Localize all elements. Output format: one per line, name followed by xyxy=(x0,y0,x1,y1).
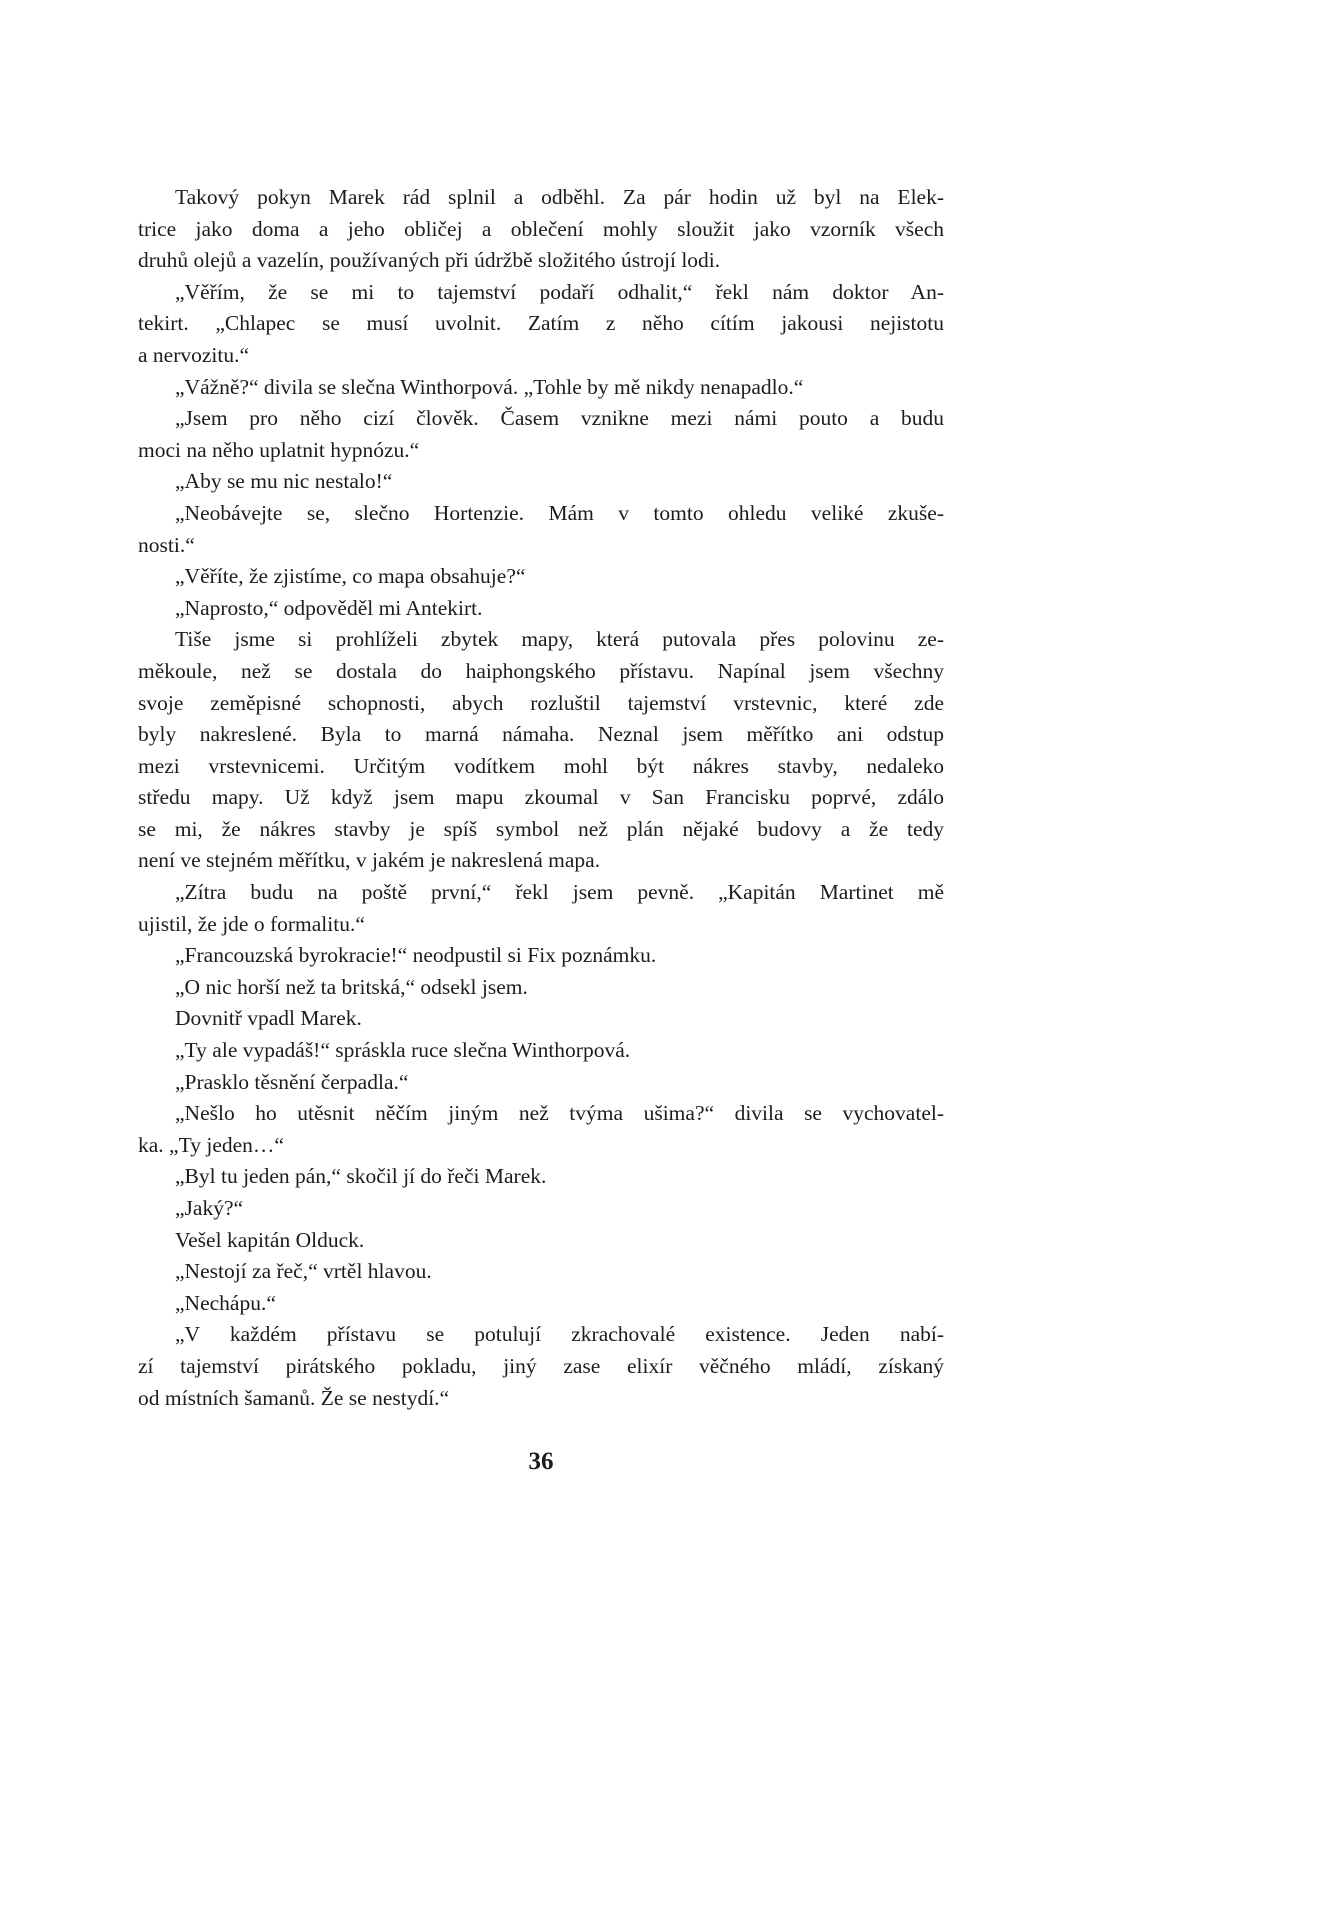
text-line: „Nestojí za řeč,“ vrtěl hlavou. xyxy=(175,1259,432,1284)
text-line: „Naprosto,“ odpověděl mi Antekirt. xyxy=(175,595,483,620)
text-line: „Jaký?“ xyxy=(175,1196,244,1220)
paragraph xyxy=(138,624,944,877)
text-line: „Vážně?“ divila se slečna Winthorpová. „Tohle by mě nikdy nenapadlo.“ xyxy=(175,374,804,399)
text-line: „O nic horší než ta britská,“ odsekl jsem. xyxy=(175,974,528,999)
paragraph xyxy=(138,498,944,561)
paragraph xyxy=(138,1098,944,1161)
paragraph xyxy=(138,972,944,1004)
text-line: zí tajemství pirátského pokladu, jiný zase elixír věčného mládí, získaný xyxy=(138,1353,944,1378)
text-line: a nervozitu.“ xyxy=(138,342,250,367)
paragraph xyxy=(138,1003,944,1035)
text-line: „Nechápu.“ xyxy=(175,1290,276,1315)
page-number: 36 xyxy=(528,1448,554,1475)
text-line: od místních šamanů. Že se nestydí.“ xyxy=(138,1385,450,1410)
text-line: „Věřím, že se mi to tajemství podaří odhalit,“ řekl nám doktor An- xyxy=(175,279,944,304)
text-line: „Zítra budu na poště první,“ řekl jsem pevně. „Kapitán Martinet mě xyxy=(175,880,944,905)
text-line: „Ty ale vypadáš!“ spráskla ruce slečna Winthorpová. xyxy=(175,1038,631,1063)
text-line: „Neobávejte se, slečno Hortenzie. Mám v tomto ohledu veliké zkuše- xyxy=(175,500,944,525)
text-block xyxy=(138,182,944,1414)
paragraph xyxy=(138,466,944,498)
text-line: nosti.“ xyxy=(138,532,195,557)
text-line: trice jako doma a jeho obličej a oblečení mohly sloužit jako vzorník všech xyxy=(138,216,944,241)
text-line: není ve stejném měřítku, v jakém je nakreslená mapa. xyxy=(138,848,601,873)
paragraph xyxy=(138,561,944,593)
paragraph xyxy=(138,372,944,404)
paragraph xyxy=(138,940,944,972)
text-line: druhů olejů a vazelín, používaných při údržbě složitého ústrojí lodi. xyxy=(138,248,721,273)
paragraph xyxy=(138,403,944,466)
text-line: se mi, že nákres stavby je spíš symbol než plán nějaké budovy a že tedy xyxy=(138,816,944,841)
text-line: svoje zeměpisné schopnosti, abych rozluštil tajemství vrstevnic, které zde xyxy=(138,690,944,715)
text-line: „Věříte, že zjistíme, co mapa obsahuje?“ xyxy=(175,564,526,589)
text-line: Takový pokyn Marek rád splnil a odběhl. Za pár hodin už byl na Elek- xyxy=(175,185,944,209)
text-line: ujistil, že jde o formalitu.“ xyxy=(138,911,365,936)
paragraph xyxy=(138,1035,944,1067)
text-line: středu mapy. Už když jsem mapu zkoumal v San Francisku poprvé, zdálo xyxy=(138,785,944,810)
paragraph xyxy=(138,277,944,372)
paragraph xyxy=(138,1319,944,1414)
text-line: „Jsem pro něho cizí člověk. Časem vznikne mezi námi pouto a budu xyxy=(175,406,944,431)
text-line: byly nakreslené. Byla to marná námaha. Neznal jsem měřítko ani odstup xyxy=(138,722,944,747)
text-line: Dovnitř vpadl Marek. xyxy=(175,1006,362,1031)
paragraph xyxy=(138,1225,944,1257)
paragraph xyxy=(138,1161,944,1193)
text-line: „Nešlo ho utěsnit něčím jiným než tvýma ušima?“ divila se vychovatel- xyxy=(175,1101,944,1126)
paragraph xyxy=(138,593,944,625)
text-line: „Prasklo těsnění čerpadla.“ xyxy=(175,1069,409,1094)
text-line: „Aby se mu nic nestalo!“ xyxy=(175,469,393,494)
text-line: mezi vrstevnicemi. Určitým vodítkem mohl být nákres stavby, nedaleko xyxy=(138,753,944,778)
text-line: „Francouzská byrokracie!“ neodpustil si Fix poznámku. xyxy=(175,943,657,968)
paragraph xyxy=(138,1288,944,1320)
text-line: měkoule, než se dostala do haiphongského přístavu. Napínal jsem všechny xyxy=(138,658,944,683)
text-line: ka. „Ty jeden…“ xyxy=(138,1132,284,1157)
paragraph xyxy=(138,1256,944,1288)
paragraph xyxy=(138,182,944,277)
paragraph xyxy=(138,1193,944,1225)
text-line: „Byl tu jeden pán,“ skočil jí do řeči Marek. xyxy=(175,1164,547,1189)
text-line: moci na něho uplatnit hypnózu.“ xyxy=(138,437,420,462)
paragraph xyxy=(138,877,944,940)
text-line: tekirt. „Chlapec se musí uvolnit. Zatím z něho cítím jakousi nejistotu xyxy=(138,311,944,336)
paragraph xyxy=(138,1067,944,1099)
text-line: Vešel kapitán Olduck. xyxy=(175,1227,365,1252)
text-line: „V každém přístavu se potulují zkrachovalé existence. Jeden nabí- xyxy=(175,1322,944,1347)
text-line: Tiše jsme si prohlíželi zbytek mapy, která putovala přes polovinu ze- xyxy=(175,627,944,652)
